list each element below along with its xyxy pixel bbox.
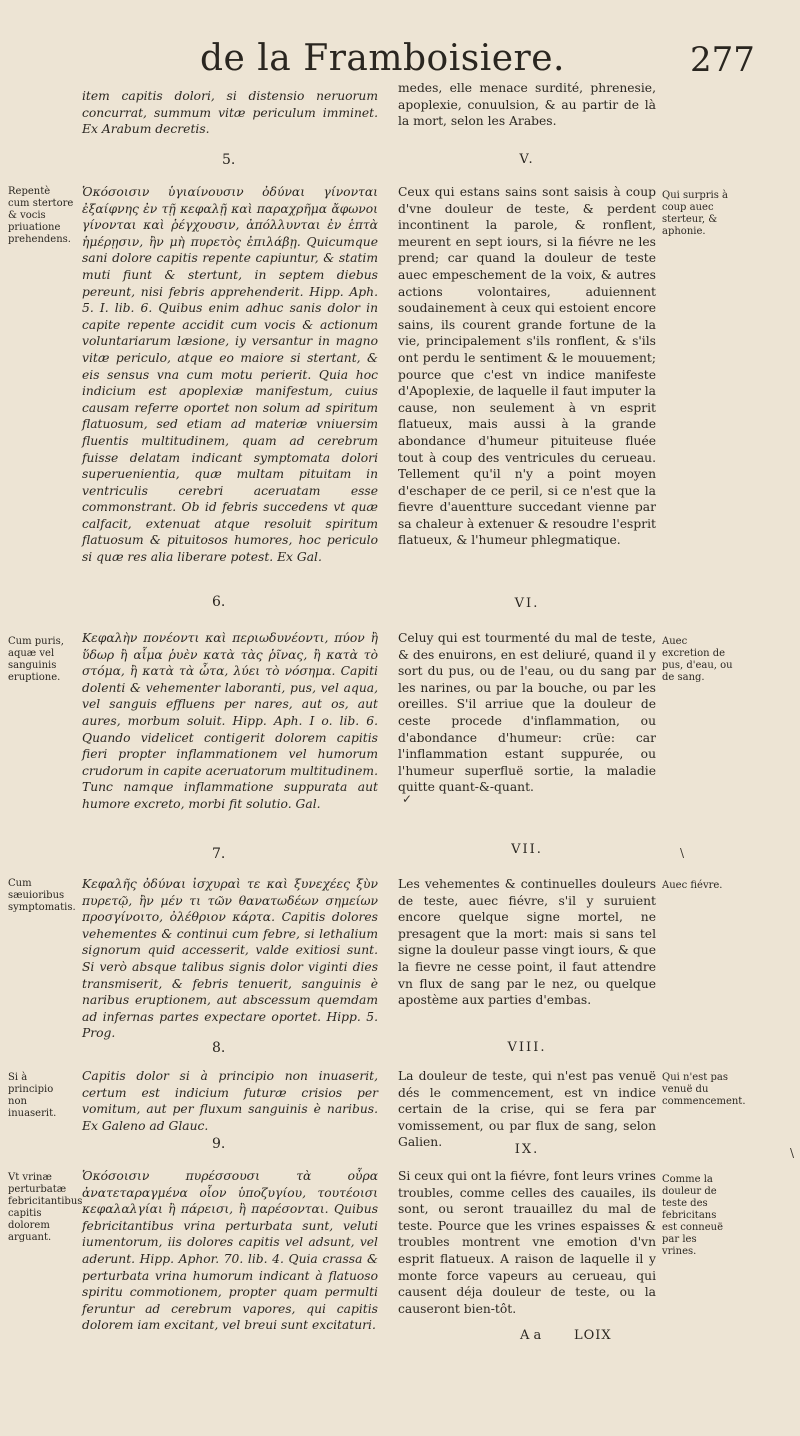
section-7-latin-text: Κεφαλῆς ὀδύναι ἰσχυραὶ τε καὶ ξυνεχέες ξὺν πυρετῷ, ἢν μέν τι τῶν θανατωδέων σημείων προσγίνοιτο, ὀλέθριον κάρτα. Capitis dolores vehementes & continui cum febre, si lethalium signorum quid accesserit, valde exitiosi sunt. Si verò absque talibus signis dolor viginti dies transmiserit, & febris tenuerit, sanguinis è naribus eruptionem, aut abscessum quemdam ad infernas partes expectare oportet. Hipp. 5. Prog. xyxy=(82,877,378,1041)
section-8-latin-text: Capitis dolor si à principio non inuaserit, certum est indicium futuræ crisios per vomitum, aut per fluxum sanguinis è naribus. Ex Galeno ad Glauc. xyxy=(82,1069,378,1133)
section-8-latin-number: 8. xyxy=(212,1040,226,1056)
section-6-french-number: VI. xyxy=(514,596,540,611)
section-5-french-text: Ceux qui estans sains sont saisis à coup d'vne douleur de teste, & perdent incontinent la parole, & ronflent, meurent en sept iours, si la fiévre ne les prend; car quand la douleur de teste auec empeschement de la voix, & autres actions volontaires, aduiennent soudainement à ceux qui estoient encore sains, ils courent grande fortune de la vie, principalement s'ils ronflent, & s'ils ont perdu le sentiment & le mouuement; pource que c'est vn indice manifeste d'Apoplexie, de laquelle il faut imputer la cause, non seulement à vn esprit flatueux, mais aussi à la grande abondance d'humeur pituiteuse fluée tout à coup des ventricules du cerueau. Tellement qu'il n'y a point moyen d'eschaper de ce peril, si ce n'est que la fievre d'auentture succedant vienne par sa chaleur à extenuer & resoudre l'esprit flatueux, & l'humeur phlegmatique. xyxy=(398,185,656,548)
section-6-french-text: Celuy qui est tourmenté du mal de teste, & des enuirons, en est deliuré, quand il y sort du pus, ou de l'eau, ou du sang par les narines, ou par la bouche, ou par les oreilles. S'il arriue que la douleur de ceste procede d'inflammation, ou d'abondance d'humeur: crüe: car l'inflammation estant suppurée, ou l'humeur superfluë sortie, la maladie quitte quant-&-quant. xyxy=(398,631,656,795)
section-7-left-margin-note: Cum sæuioribus symptomatis. xyxy=(8,878,76,913)
section-7-right-margin-note: Auec fiévre. xyxy=(662,880,723,891)
stray-mark: \ xyxy=(790,1146,795,1160)
section-6-right-margin-note: Auec excretion de pus, d'eau, ou de sang. xyxy=(662,636,733,683)
section-8-left-margin-note: Si à principio non inuaserit. xyxy=(8,1072,57,1119)
section-5-right-margin-note: Qui surpris à coup auec sterteur, & aphonie. xyxy=(662,190,729,237)
section-8-french-number: VIII. xyxy=(507,1040,547,1055)
section-6-latin-text: Κεφαλὴν πονέοντι καὶ περιωδυνέοντι, πύον ἢ ὕδωρ ἢ αἷμα ῥυὲν κατὰ τὰς ῥῖνας, ἢ κατὰ τὸ στόμα, ἢ κατὰ τὰ ὦτα, λύει τὸ νόσημα. Capiti dolenti & vehementer laboranti, pus, vel aqua, vel sanguis effluens per nares, aut os, aut aures, morbum soluit. Hipp. Aph. I o. lib. 6. Quando videlicet contigerit dolorem capitis fieri propter inflammationem vel humorum crudorum in capite aceruatorum multitudinem. Tunc namque inflammatione suppurata aut humore excreto, morbi fit solutio. Gal. xyxy=(82,631,378,811)
section-5-left-margin-note: Repentè cum stertore & vocis priuatione prehendens. xyxy=(8,186,74,245)
running-title: de la Framboisiere. xyxy=(200,38,565,79)
stray-mark: \ xyxy=(680,846,685,860)
section-9-french-text: Si ceux qui ont la fiévre, font leurs vrines troubles, comme celles des cauailes, ils sont, ou seront trauaillez du mal de teste. Pource que les vrines espaisses & troubles montrent vne emotion d'vn esprit flatueux. A raison de laquelle il y monte force vapeurs au cerueau, qui causent déja douleur de teste, ou la causeront bien-tôt. xyxy=(398,1169,656,1316)
section-6-left-margin-note: Cum puris, aquæ vel sanguinis eruptione. xyxy=(8,636,64,683)
section-9-left-margin-note: Vt vrinæ perturbatæ febricitantibus capitis dolorem arguant. xyxy=(8,1172,83,1243)
section-6-latin-number: 6. xyxy=(212,594,226,610)
section-7-latin-number: 7. xyxy=(212,846,226,862)
section-8-right-margin-note: Qui n'est pas venuë du commencement. xyxy=(662,1072,746,1107)
section-7-french-text: Les vehementes & continuelles douleurs de teste, auec fiévre, s'il y suruient encore quelque signe mortel, ne presagent que la mort: mais si sans tel signe la douleur passe vingt iours, & que la fievre ne cesse point, il faut attendre vn flux de sang par le nez, ou quelque apostème aux parties d'embas. xyxy=(398,877,656,1008)
section-9-french-number: IX. xyxy=(514,1142,540,1157)
page-number: 277 xyxy=(690,40,755,80)
stray-mark: ✓ xyxy=(402,792,413,806)
section-9-latin-number: 9. xyxy=(212,1136,226,1152)
section-7-french-number: VII. xyxy=(511,842,543,857)
intro-latin: item capitis dolori, si distensio neruorum concurrat, summum vitæ periculum imminet. Ex Arabum decretis. xyxy=(82,89,378,137)
catchword: LOIX xyxy=(574,1328,612,1343)
section-5-french-number: V. xyxy=(519,152,535,167)
signature-mark: A a xyxy=(520,1328,542,1343)
section-5-latin-text: Ὁκόσοισιν ὑγιαίνουσιν ὀδύναι γίνονται ἐξαίφνης ἐν τῇ κεφαλῇ καὶ παραχρῆμα ἄφωνοι γίνονται καὶ ῥέγχουσιν, ἀπόλλυνται ἐν ἑπτὰ ἡμέρῃσιν, ἢν μὴ πυρετὸς ἐπιλάβῃ. Quicumque sani dolore capitis repente capiuntur, & statim muti fiunt & stertunt, in septem diebus pereunt, nisi febris apprehenderit. Hipp. Aph. 5. I. lib. 6. Quibus enim adhuc sanis dolor in capite repente accidit cum vocis & actionum voluntariarum læsione, iy versantur in magno vitæ periculo, atque eo maiore si stertant, & eis sensus vna cum motu perierit. Quia hoc indicium est apoplexiæ manifestum, cuius causam referre oportet non solum ad spiritum flatuosum, sed etiam ad materiæ vniuersim fluentis multitudinem, quam ad cerebrum fuisse delatam indicant symptomata dolori superuenientia, quæ multam pituitam in ventriculis cerebri aceruatam esse commonstrant. Ob id febris succedens vt quæ calfacit, extenuat atque resoluit spiritum flatuosum & pituitosos humores, hoc periculo si quæ res alia liberare potest. Ex Gal. xyxy=(82,185,378,565)
section-9-latin-text: Ὁκόσοισιν πυρέσσουσι τὰ οὖρα ἀνατεταραγμένα οἷον ὑποζυγίου, τουτέοισι κεφαλαλγίαι ἢ πάρεισι, ἢ παρέσονται. Quibus febricitantibus vrina perturbata sunt, veluti iumentorum, iis dolores capitis vel adsunt, vel aderunt. Hipp. Aphor. 70. lib. 4. Quia crassa & perturbata vrina humorum indicant à flatuoso spiritu commotionem, propter quam permulti feruntur ad cerebrum vapores, qui capitis dolorem iam excitant, vel breui sunt excitaturi. xyxy=(82,1169,378,1333)
section-8-french-text: La douleur de teste, qui n'est pas venuë dés le commencement, est vn indice certain de la crise, qui se fera par vomissement, ou par flux de sang, selon Galien. xyxy=(398,1069,656,1150)
intro-french: medes, elle menace surdité, phrenesie, apoplexie, conuulsion, & au partir de là la mort, selon les Arabes. xyxy=(398,81,656,129)
section-5-latin-number: 5. xyxy=(222,152,236,168)
section-9-right-margin-note: Comme la douleur de teste des febricitans est conneuë par les vrines. xyxy=(662,1174,724,1257)
